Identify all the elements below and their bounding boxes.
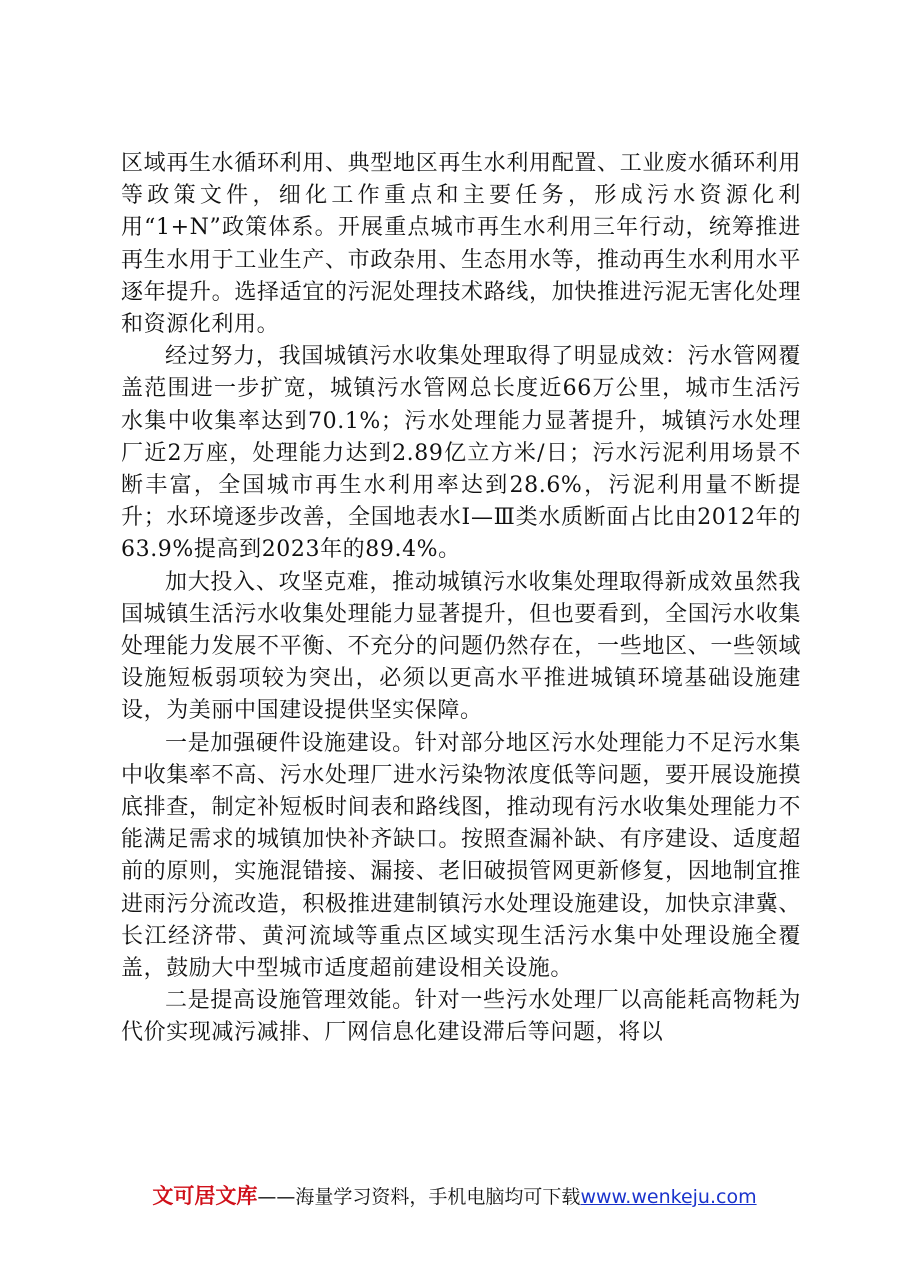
footer-banner [0, 1182, 909, 1211]
paragraph-4: 一是加强硬件设施建设。针对部分地区污水处理能力不足污水集中收集率不高、污水处理厂进水污染物浓度低等问题，要开展设施摸底排查，制定补短板时间表和路线图，推动现有污水收集处理能力不能满足需求的城镇加快补齐缺口。按照查漏补缺、有序建设、适度超前的原则，实施混错接、漏接、老旧破损管网更新修复，因地制宜推进雨污分流改造，积极推进建制镇污水处理设施建设，加快京津冀、长江经济带、黄河流域等重点区域实现生活污水集中处理设施全覆盖，鼓励大中型城市适度超前建设相关设施。 [121, 730, 801, 982]
paragraph-5: 二是提高设施管理效能。针对一些污水处理厂以高能耗高物耗为代价实现减污减排、厂网信息化建设滞后等问题，将以 [121, 988, 801, 1046]
footer-brand: 文可居文库 [152, 1184, 258, 1208]
document-body [121, 148, 801, 1050]
paragraph-2: 经过努力，我国城镇污水收集处理取得了明显成效：污水管网覆盖范围进一步扩宽，城镇污水管网总长度近66万公里，城市生活污水集中收集率达到70.1%；污水处理能力显著提升，城镇污水处理厂近2万座，处理能力达到2.89亿立方米/日；污水污泥利用场景不断丰富，全国城市再生水利用率达到28.6%，污泥利用量不断提升；水环境逐步改善，全国地表水Ⅰ—Ⅲ类水质断面占比由2012年的63.9%提高到2023年的89.4%。 [121, 344, 801, 563]
paragraph-1: 区域再生水循环利用、典型地区再生水利用配置、工业废水循环利用等政策文件，细化工作重点和主要任务，形成污水资源化利用“1+N”政策体系。开展重点城市再生水利用三年行动，统筹推进再生水用于工业生产、市政杂用、生态用水等，推动再生水利用水平逐年提升。选择适宜的污泥处理技术路线，加快推进污泥无害化处理和资源化利用。 [121, 151, 801, 338]
footer-tagline: ——海量学习资料，手机电脑均可下载 [257, 1186, 581, 1208]
paragraph-3: 加大投入、攻坚克难，推动城镇污水收集处理取得新成效虽然我国城镇生活污水收集处理能力显著提升，但也要看到，全国污水收集处理能力发展不平衡、不充分的问题仍然存在，一些地区、一些领域设施短板弱项较为突出，必须以更高水平推进城镇环境基础设施建设，为美丽中国建设提供坚实保障。 [121, 569, 801, 724]
footer-site-link[interactable]: www.wenkeju.com [580, 1186, 757, 1208]
